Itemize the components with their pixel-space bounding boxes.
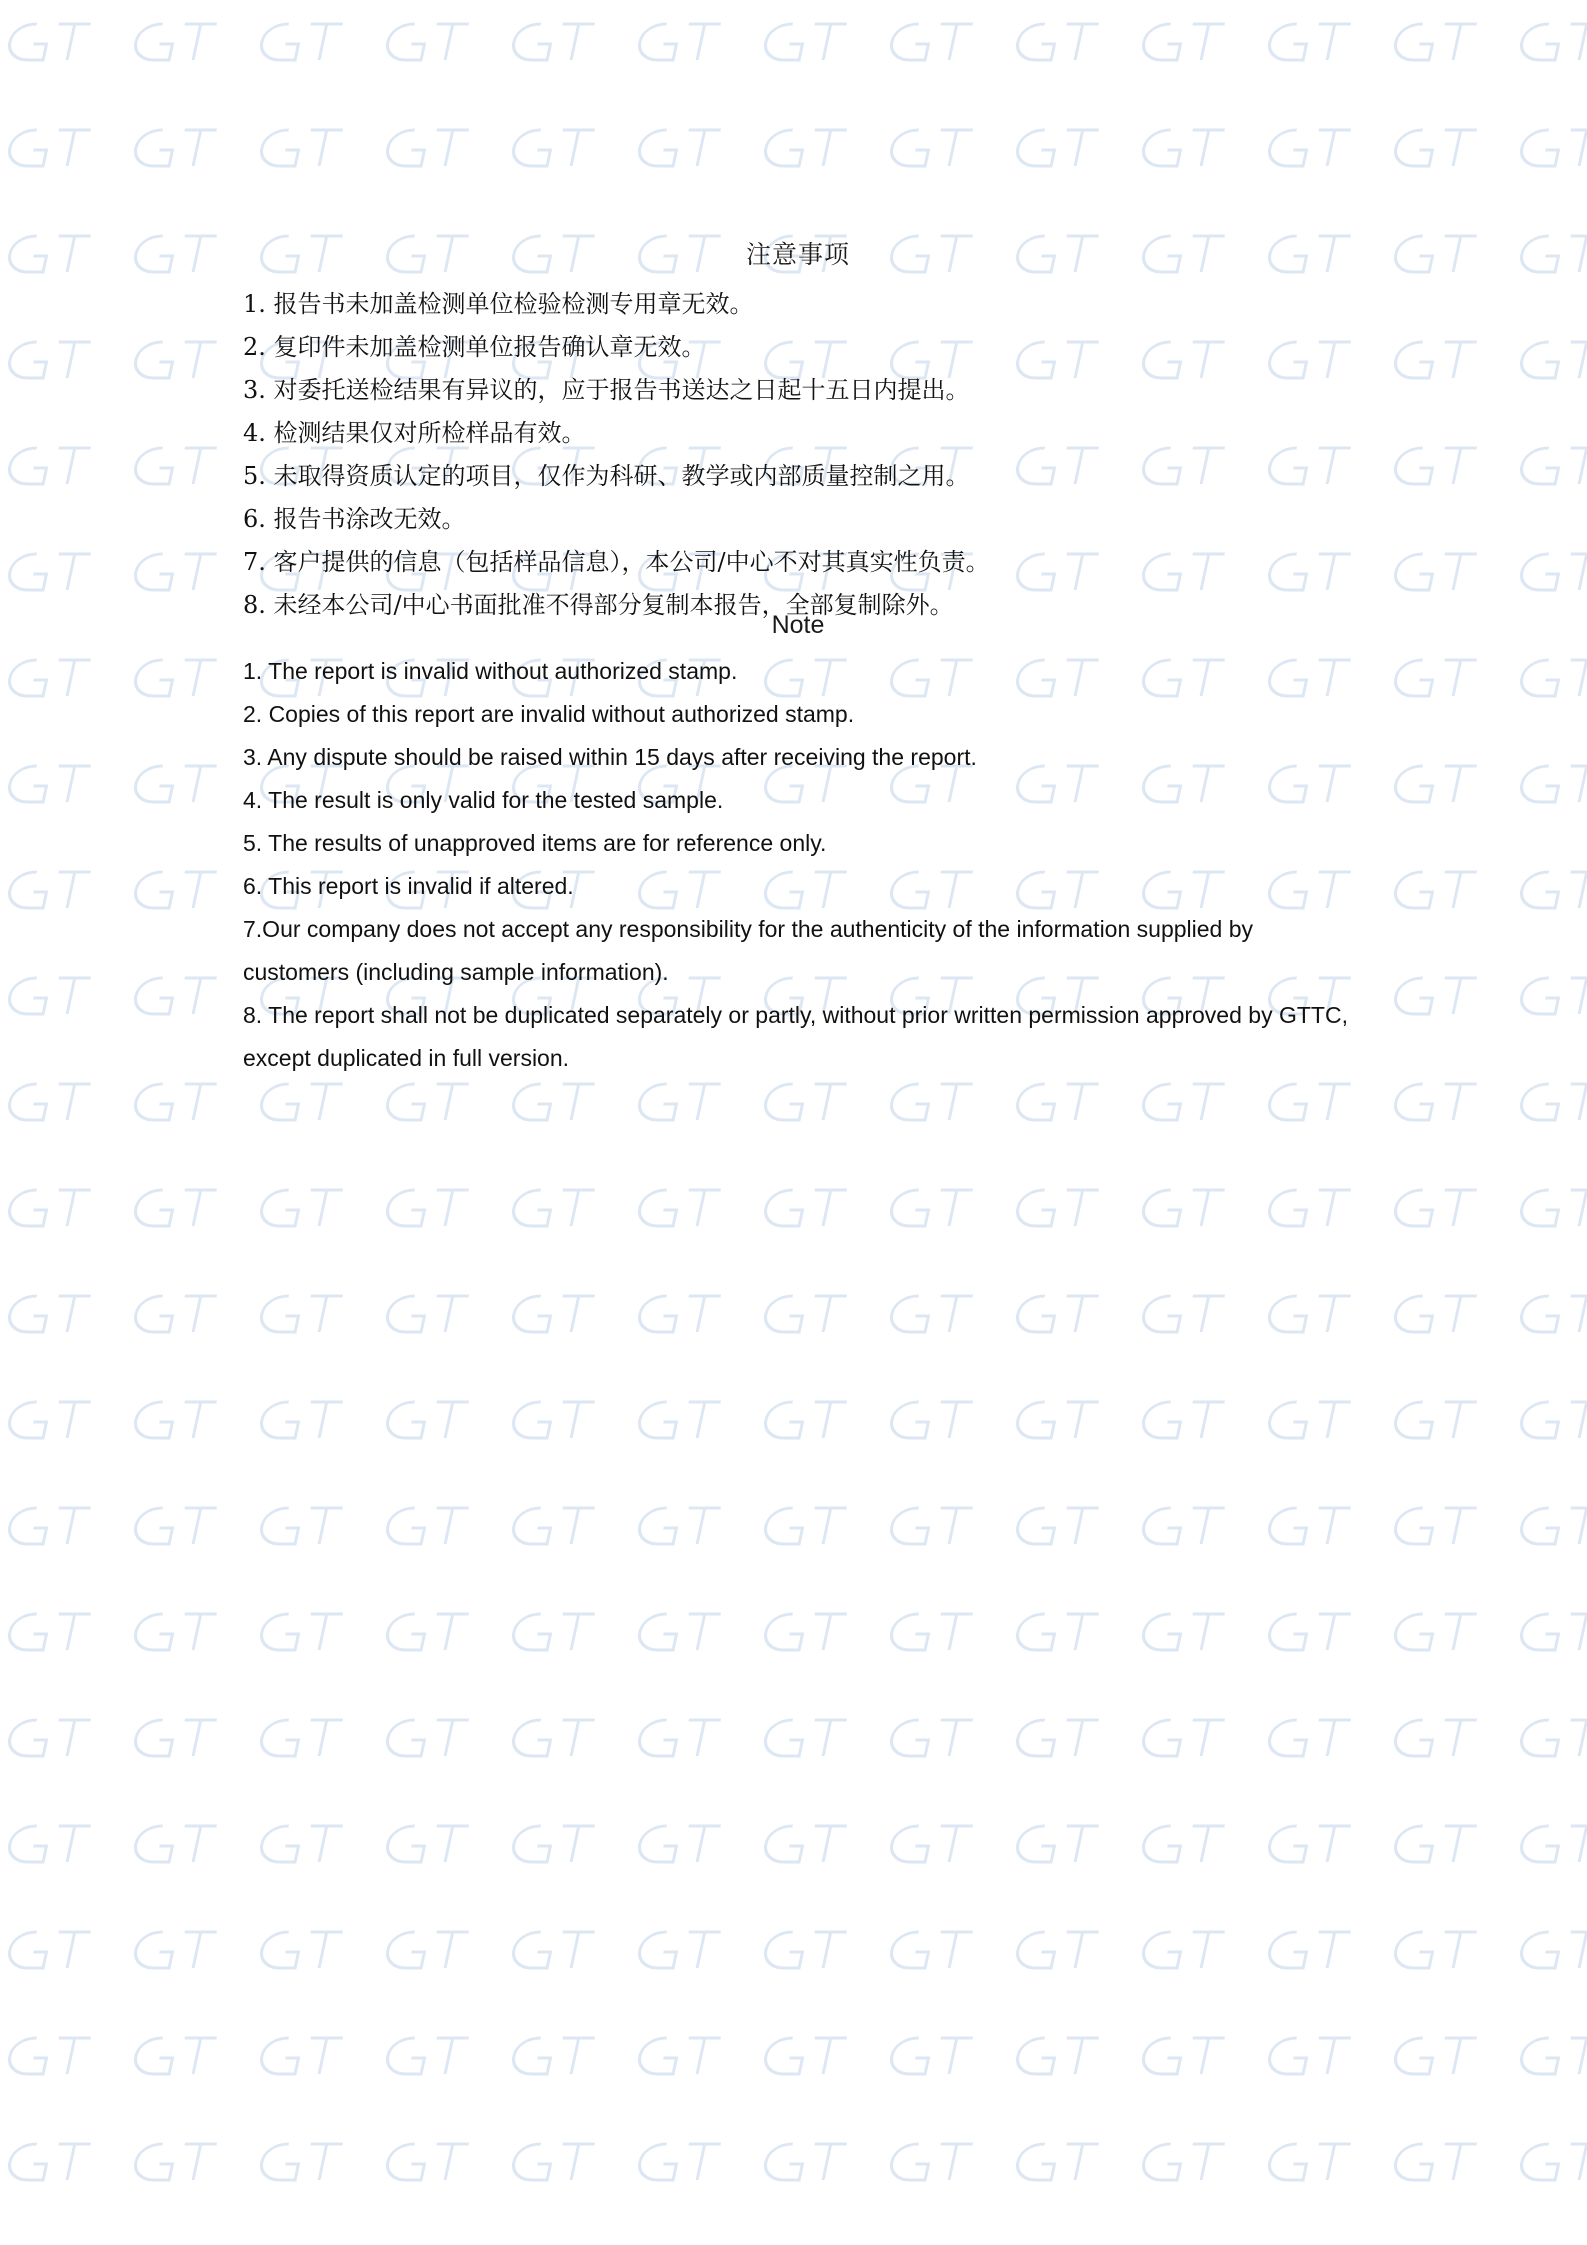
notice-en-item-3: 3. Any dispute should be raised within 15 days after receiving the report. (243, 744, 977, 770)
notice-cn-item-4: 4. 检测结果仅对所检样品有效。 (243, 419, 586, 447)
notice-cn-item-7: 7. 客户提供的信息（包括样品信息），本公司/中心不对其真实性负责。 (243, 548, 990, 576)
notice-en-item-5: 5. The results of unapproved items are for reference only. (243, 830, 827, 856)
notice-en-item-6: 6. This report is invalid if altered. (243, 873, 574, 899)
notice-heading-chinese: 注意事项 (745, 240, 850, 269)
notice-cn-item-1: 1. 报告书未加盖检测单位检验检测专用章无效。 (243, 290, 754, 318)
notice-cn-item-2: 2. 复印件未加盖检测单位报告确认章无效。 (243, 333, 706, 361)
notice-section-chinese (243, 235, 1353, 627)
notice-en-item-7: 7.Our company does not accept any responsibility for the authenticity of the information supplied by customers (including sample information). (243, 916, 1254, 985)
notice-cn-item-5: 5. 未取得资质认定的项目，仅作为科研、教学或内部质量控制之用。 (243, 462, 970, 490)
notice-cn-item-8: 8. 未经本公司/中心书面批准不得部分复制本报告，全部复制除外。 (243, 591, 954, 619)
notice-en-item-4: 4. The result is only valid for the tested sample. (243, 787, 724, 813)
notice-cn-item-6: 6. 报告书涂改无效。 (243, 505, 466, 533)
notice-cn-item-3: 3. 对委托送检结果有异议的，应于报告书送达之日起十五日内提出。 (243, 376, 970, 404)
notice-en-item-1: 1. The report is invalid without authorized stamp. (243, 658, 738, 684)
notice-en-item-8: 8. The report shall not be duplicated separately or partly, without prior written permission approved by GTTC, except duplicated in full version. (243, 1002, 1348, 1071)
notice-heading-english: Note (771, 611, 825, 639)
notice-en-item-2: 2. Copies of this report are invalid without authorized stamp. (243, 701, 855, 727)
notice-section-english (243, 611, 1353, 1080)
